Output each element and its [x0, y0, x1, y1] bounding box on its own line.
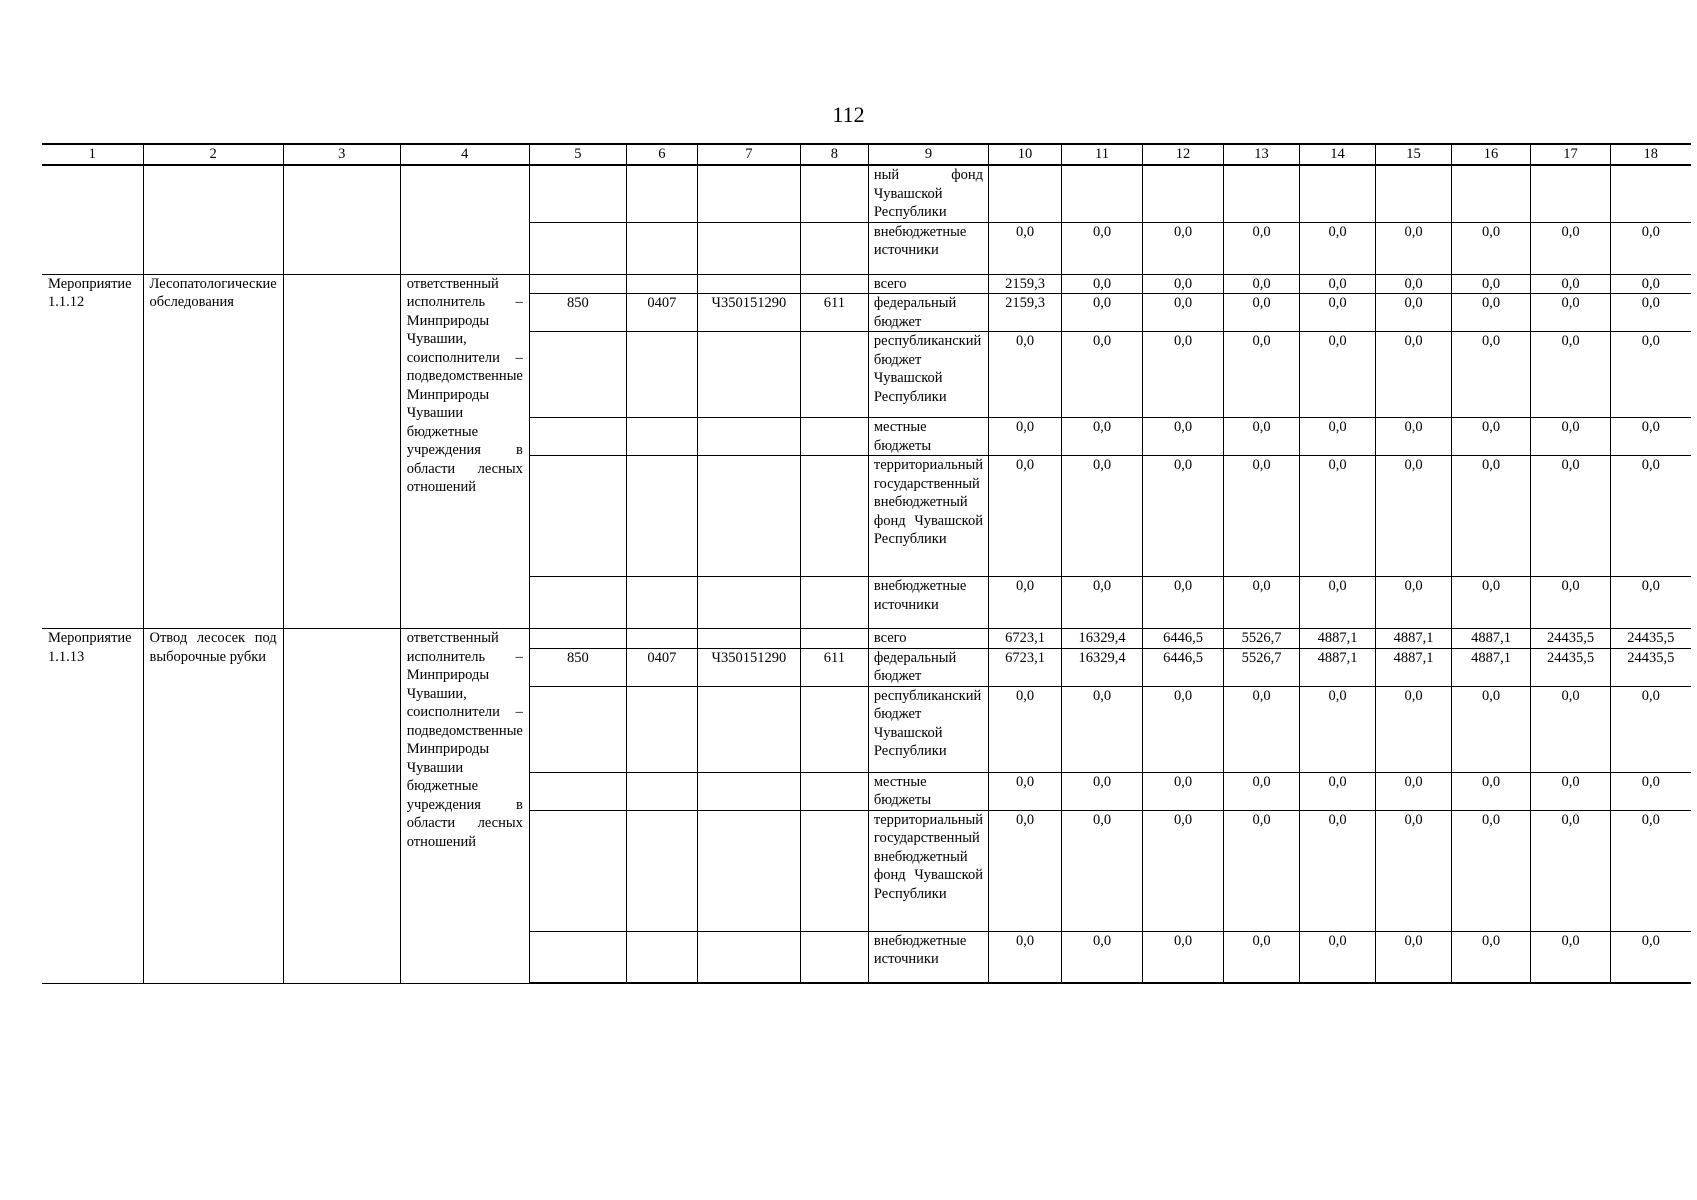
empty-cell: [697, 772, 800, 810]
empty-cell: [800, 629, 868, 649]
amount-cell: 0,0: [1143, 686, 1224, 772]
amount-cell: 0,0: [1452, 222, 1531, 274]
amount-cell: 0,0: [989, 686, 1062, 772]
empty-cell: [529, 772, 626, 810]
amount-cell: 0,0: [1611, 810, 1691, 931]
amount-cell: 0,0: [1062, 222, 1143, 274]
amount-cell: 0,0: [989, 931, 1062, 983]
amount-cell: 0,0: [1531, 332, 1611, 418]
amount-cell: 0,0: [1452, 456, 1531, 577]
empty-cell: [697, 418, 800, 456]
amount-cell: 0,0: [1224, 810, 1300, 931]
amount-cell: 0,0: [1611, 456, 1691, 577]
amount-cell: 0,0: [1376, 456, 1452, 577]
empty-cell: [400, 165, 529, 274]
amount-cell: 0,0: [1062, 274, 1143, 294]
funding-source: внебюджетные источники: [868, 222, 988, 274]
measure-executor: ответственный исполнитель – Минприроды Чувашии, соисполнители – подведомственные Минприроды Чувашии бюджетные учреждения в области лесных отношений: [400, 274, 529, 629]
amount-cell: 0,0: [1531, 222, 1611, 274]
empty-cell: [626, 577, 697, 629]
amount-cell: 2159,3: [989, 274, 1062, 294]
amount-cell: 4887,1: [1452, 648, 1531, 686]
kbk-vr: 611: [800, 648, 868, 686]
amount-cell: 0,0: [1376, 274, 1452, 294]
funding-source: территориальный государственный внебюджетный фонд Чувашской Республики: [868, 810, 988, 931]
amount-cell: 0,0: [1143, 931, 1224, 983]
empty-cell: [697, 274, 800, 294]
amount-cell: 0,0: [1531, 294, 1611, 332]
amount-cell: 0,0: [1452, 810, 1531, 931]
amount-cell: 0,0: [1611, 931, 1691, 983]
amount-cell: 0,0: [1224, 294, 1300, 332]
amount-cell: 0,0: [989, 332, 1062, 418]
amount-cell: 0,0: [1376, 931, 1452, 983]
amount-cell: 0,0: [1300, 418, 1376, 456]
empty-cell: [42, 165, 143, 274]
column-number: 5: [529, 144, 626, 165]
empty-cell: [529, 222, 626, 274]
amount-cell: 0,0: [1062, 332, 1143, 418]
empty-cell: [626, 274, 697, 294]
amount-cell: 0,0: [1143, 222, 1224, 274]
amount-cell: 0,0: [1376, 418, 1452, 456]
amount-cell: 0,0: [1300, 577, 1376, 629]
amount-cell: 0,0: [989, 577, 1062, 629]
amount-cell: 0,0: [1376, 332, 1452, 418]
amount-cell: 0,0: [1062, 418, 1143, 456]
amount-cell: 0,0: [1611, 772, 1691, 810]
empty-cell: [626, 772, 697, 810]
amount-cell: [1452, 165, 1531, 222]
amount-cell: 24435,5: [1531, 629, 1611, 649]
empty-cell: [800, 686, 868, 772]
amount-cell: 0,0: [989, 222, 1062, 274]
column-number: 18: [1611, 144, 1691, 165]
funding-source: внебюджетные источники: [868, 577, 988, 629]
column-number: 8: [800, 144, 868, 165]
column-number: 2: [143, 144, 283, 165]
amount-cell: 0,0: [989, 810, 1062, 931]
column-number: 7: [697, 144, 800, 165]
amount-cell: 0,0: [1611, 294, 1691, 332]
column-number: 10: [989, 144, 1062, 165]
amount-cell: 6723,1: [989, 648, 1062, 686]
empty-cell: [626, 418, 697, 456]
column-number: 9: [868, 144, 988, 165]
amount-cell: [1300, 165, 1376, 222]
empty-cell: [697, 577, 800, 629]
amount-cell: 0,0: [1300, 332, 1376, 418]
funding-source: ный фонд Чувашской Республики: [868, 165, 988, 222]
amount-cell: 0,0: [1300, 294, 1376, 332]
amount-cell: 0,0: [1143, 274, 1224, 294]
kbk-csr: Ч350151290: [697, 294, 800, 332]
empty-cell: [800, 332, 868, 418]
measure-col3: [283, 629, 400, 984]
amount-cell: 0,0: [1062, 294, 1143, 332]
column-number: 4: [400, 144, 529, 165]
amount-cell: 0,0: [1452, 772, 1531, 810]
amount-cell: [1143, 165, 1224, 222]
amount-cell: 0,0: [1452, 332, 1531, 418]
amount-cell: 0,0: [1376, 772, 1452, 810]
column-number: 1: [42, 144, 143, 165]
amount-cell: 0,0: [1062, 686, 1143, 772]
amount-cell: 4887,1: [1300, 629, 1376, 649]
amount-cell: 4887,1: [1452, 629, 1531, 649]
empty-cell: [800, 222, 868, 274]
amount-cell: [1224, 165, 1300, 222]
amount-cell: 24435,5: [1611, 629, 1691, 649]
amount-cell: 0,0: [1300, 810, 1376, 931]
empty-cell: [800, 577, 868, 629]
funding-source: республиканский бюджет Чувашской Республики: [868, 332, 988, 418]
funding-source: всего: [868, 629, 988, 649]
empty-cell: [697, 456, 800, 577]
empty-cell: [529, 931, 626, 983]
empty-cell: [800, 418, 868, 456]
amount-cell: [989, 165, 1062, 222]
amount-cell: [1531, 165, 1611, 222]
amount-cell: 0,0: [1452, 577, 1531, 629]
empty-cell: [626, 810, 697, 931]
empty-cell: [697, 332, 800, 418]
amount-cell: 0,0: [1531, 686, 1611, 772]
column-number: 12: [1143, 144, 1224, 165]
amount-cell: 16329,4: [1062, 629, 1143, 649]
amount-cell: 0,0: [989, 456, 1062, 577]
empty-cell: [800, 772, 868, 810]
table-row: [42, 629, 1691, 649]
amount-cell: 0,0: [1376, 222, 1452, 274]
amount-cell: 6446,5: [1143, 629, 1224, 649]
amount-cell: 0,0: [1531, 577, 1611, 629]
amount-cell: 0,0: [1224, 686, 1300, 772]
amount-cell: 6723,1: [989, 629, 1062, 649]
amount-cell: 0,0: [1300, 456, 1376, 577]
amount-cell: 0,0: [989, 772, 1062, 810]
column-number: 3: [283, 144, 400, 165]
amount-cell: 0,0: [1611, 222, 1691, 274]
measure-executor: ответственный исполнитель – Минприроды Чувашии, соисполнители – подведомственные Минприроды Чувашии бюджетные учреждения в области лесных отношений: [400, 629, 529, 984]
amount-cell: 0,0: [1376, 294, 1452, 332]
amount-cell: 5526,7: [1224, 648, 1300, 686]
empty-cell: [800, 456, 868, 577]
empty-cell: [626, 629, 697, 649]
amount-cell: 0,0: [1300, 222, 1376, 274]
column-number: 15: [1376, 144, 1452, 165]
measure-col3: [283, 274, 400, 629]
amount-cell: 0,0: [989, 418, 1062, 456]
amount-cell: 0,0: [1611, 274, 1691, 294]
amount-cell: 0,0: [1224, 274, 1300, 294]
amount-cell: 24435,5: [1611, 648, 1691, 686]
page-number: 112: [832, 102, 865, 127]
column-number: 13: [1224, 144, 1300, 165]
empty-cell: [697, 629, 800, 649]
kbk-rzpr: 0407: [626, 294, 697, 332]
amount-cell: 0,0: [1143, 772, 1224, 810]
funding-source: местные бюджеты: [868, 772, 988, 810]
funding-source: всего: [868, 274, 988, 294]
measure-name: Отвод лесосек под выборочные рубки: [143, 629, 283, 984]
empty-cell: [626, 332, 697, 418]
kbk-vr: 611: [800, 294, 868, 332]
amount-cell: 0,0: [1224, 222, 1300, 274]
empty-cell: [529, 577, 626, 629]
empty-cell: [697, 686, 800, 772]
funding-source: федеральный бюджет: [868, 294, 988, 332]
amount-cell: 0,0: [1300, 686, 1376, 772]
amount-cell: 0,0: [1300, 931, 1376, 983]
empty-cell: [529, 456, 626, 577]
empty-cell: [697, 810, 800, 931]
amount-cell: 24435,5: [1531, 648, 1611, 686]
empty-cell: [143, 165, 283, 274]
empty-cell: [626, 165, 697, 222]
empty-cell: [697, 222, 800, 274]
amount-cell: 5526,7: [1224, 629, 1300, 649]
amount-cell: 0,0: [1531, 931, 1611, 983]
amount-cell: 0,0: [1224, 772, 1300, 810]
kbk-rzpr: 0407: [626, 648, 697, 686]
amount-cell: 0,0: [1531, 772, 1611, 810]
empty-cell: [529, 165, 626, 222]
amount-cell: 0,0: [1531, 456, 1611, 577]
amount-cell: 0,0: [1143, 456, 1224, 577]
funding-source: республиканский бюджет Чувашской Республики: [868, 686, 988, 772]
amount-cell: 0,0: [1376, 577, 1452, 629]
amount-cell: 6446,5: [1143, 648, 1224, 686]
amount-cell: 0,0: [1143, 577, 1224, 629]
empty-cell: [626, 456, 697, 577]
amount-cell: 0,0: [1452, 686, 1531, 772]
empty-cell: [626, 686, 697, 772]
amount-cell: 0,0: [1611, 577, 1691, 629]
kbk-grbs: 850: [529, 294, 626, 332]
amount-cell: 0,0: [1376, 686, 1452, 772]
funding-source: федеральный бюджет: [868, 648, 988, 686]
amount-cell: 0,0: [1224, 332, 1300, 418]
funding-source: внебюджетные источники: [868, 931, 988, 983]
amount-cell: 0,0: [1062, 577, 1143, 629]
column-number: 11: [1062, 144, 1143, 165]
amount-cell: 0,0: [1224, 456, 1300, 577]
empty-cell: [529, 629, 626, 649]
column-number: 16: [1452, 144, 1531, 165]
amount-cell: 4887,1: [1376, 648, 1452, 686]
amount-cell: 0,0: [1143, 332, 1224, 418]
empty-cell: [529, 686, 626, 772]
empty-cell: [529, 418, 626, 456]
empty-cell: [800, 931, 868, 983]
amount-cell: [1376, 165, 1452, 222]
empty-cell: [626, 931, 697, 983]
empty-cell: [529, 810, 626, 931]
amount-cell: 0,0: [1062, 931, 1143, 983]
column-number: 6: [626, 144, 697, 165]
amount-cell: 0,0: [1452, 931, 1531, 983]
empty-cell: [283, 165, 400, 274]
amount-cell: 0,0: [1062, 772, 1143, 810]
empty-cell: [800, 810, 868, 931]
amount-cell: 0,0: [1611, 686, 1691, 772]
amount-cell: 4887,1: [1376, 629, 1452, 649]
amount-cell: 0,0: [1531, 418, 1611, 456]
kbk-grbs: 850: [529, 648, 626, 686]
empty-cell: [529, 332, 626, 418]
empty-cell: [697, 931, 800, 983]
amount-cell: 0,0: [1531, 810, 1611, 931]
amount-cell: 0,0: [1611, 418, 1691, 456]
measure-code: Мероприятие 1.1.12: [42, 274, 143, 629]
table-header-row: [42, 144, 1691, 165]
kbk-csr: Ч350151290: [697, 648, 800, 686]
amount-cell: 0,0: [1452, 418, 1531, 456]
amount-cell: 0,0: [1224, 577, 1300, 629]
column-number: 14: [1300, 144, 1376, 165]
amount-cell: 0,0: [1300, 274, 1376, 294]
amount-cell: 0,0: [1531, 274, 1611, 294]
empty-cell: [800, 274, 868, 294]
amount-cell: 0,0: [1143, 810, 1224, 931]
amount-cell: 0,0: [1143, 294, 1224, 332]
amount-cell: 16329,4: [1062, 648, 1143, 686]
budget-table: [42, 143, 1691, 984]
empty-cell: [697, 165, 800, 222]
amount-cell: 2159,3: [989, 294, 1062, 332]
measure-code: Мероприятие 1.1.13: [42, 629, 143, 984]
table-row: [42, 165, 1691, 222]
amount-cell: 0,0: [1452, 294, 1531, 332]
amount-cell: [1062, 165, 1143, 222]
amount-cell: 0,0: [1611, 332, 1691, 418]
amount-cell: 0,0: [1224, 418, 1300, 456]
amount-cell: 0,0: [1376, 810, 1452, 931]
amount-cell: 0,0: [1143, 418, 1224, 456]
empty-cell: [800, 165, 868, 222]
amount-cell: 0,0: [1452, 274, 1531, 294]
amount-cell: 0,0: [1300, 772, 1376, 810]
amount-cell: 0,0: [1224, 931, 1300, 983]
column-number: 17: [1531, 144, 1611, 165]
empty-cell: [529, 274, 626, 294]
amount-cell: [1611, 165, 1691, 222]
funding-source: территориальный государственный внебюджетный фонд Чувашской Республики: [868, 456, 988, 577]
empty-cell: [626, 222, 697, 274]
funding-source: местные бюджеты: [868, 418, 988, 456]
amount-cell: 4887,1: [1300, 648, 1376, 686]
amount-cell: 0,0: [1062, 456, 1143, 577]
table-row: [42, 274, 1691, 294]
amount-cell: 0,0: [1062, 810, 1143, 931]
measure-name: Лесопатологические обследования: [143, 274, 283, 629]
